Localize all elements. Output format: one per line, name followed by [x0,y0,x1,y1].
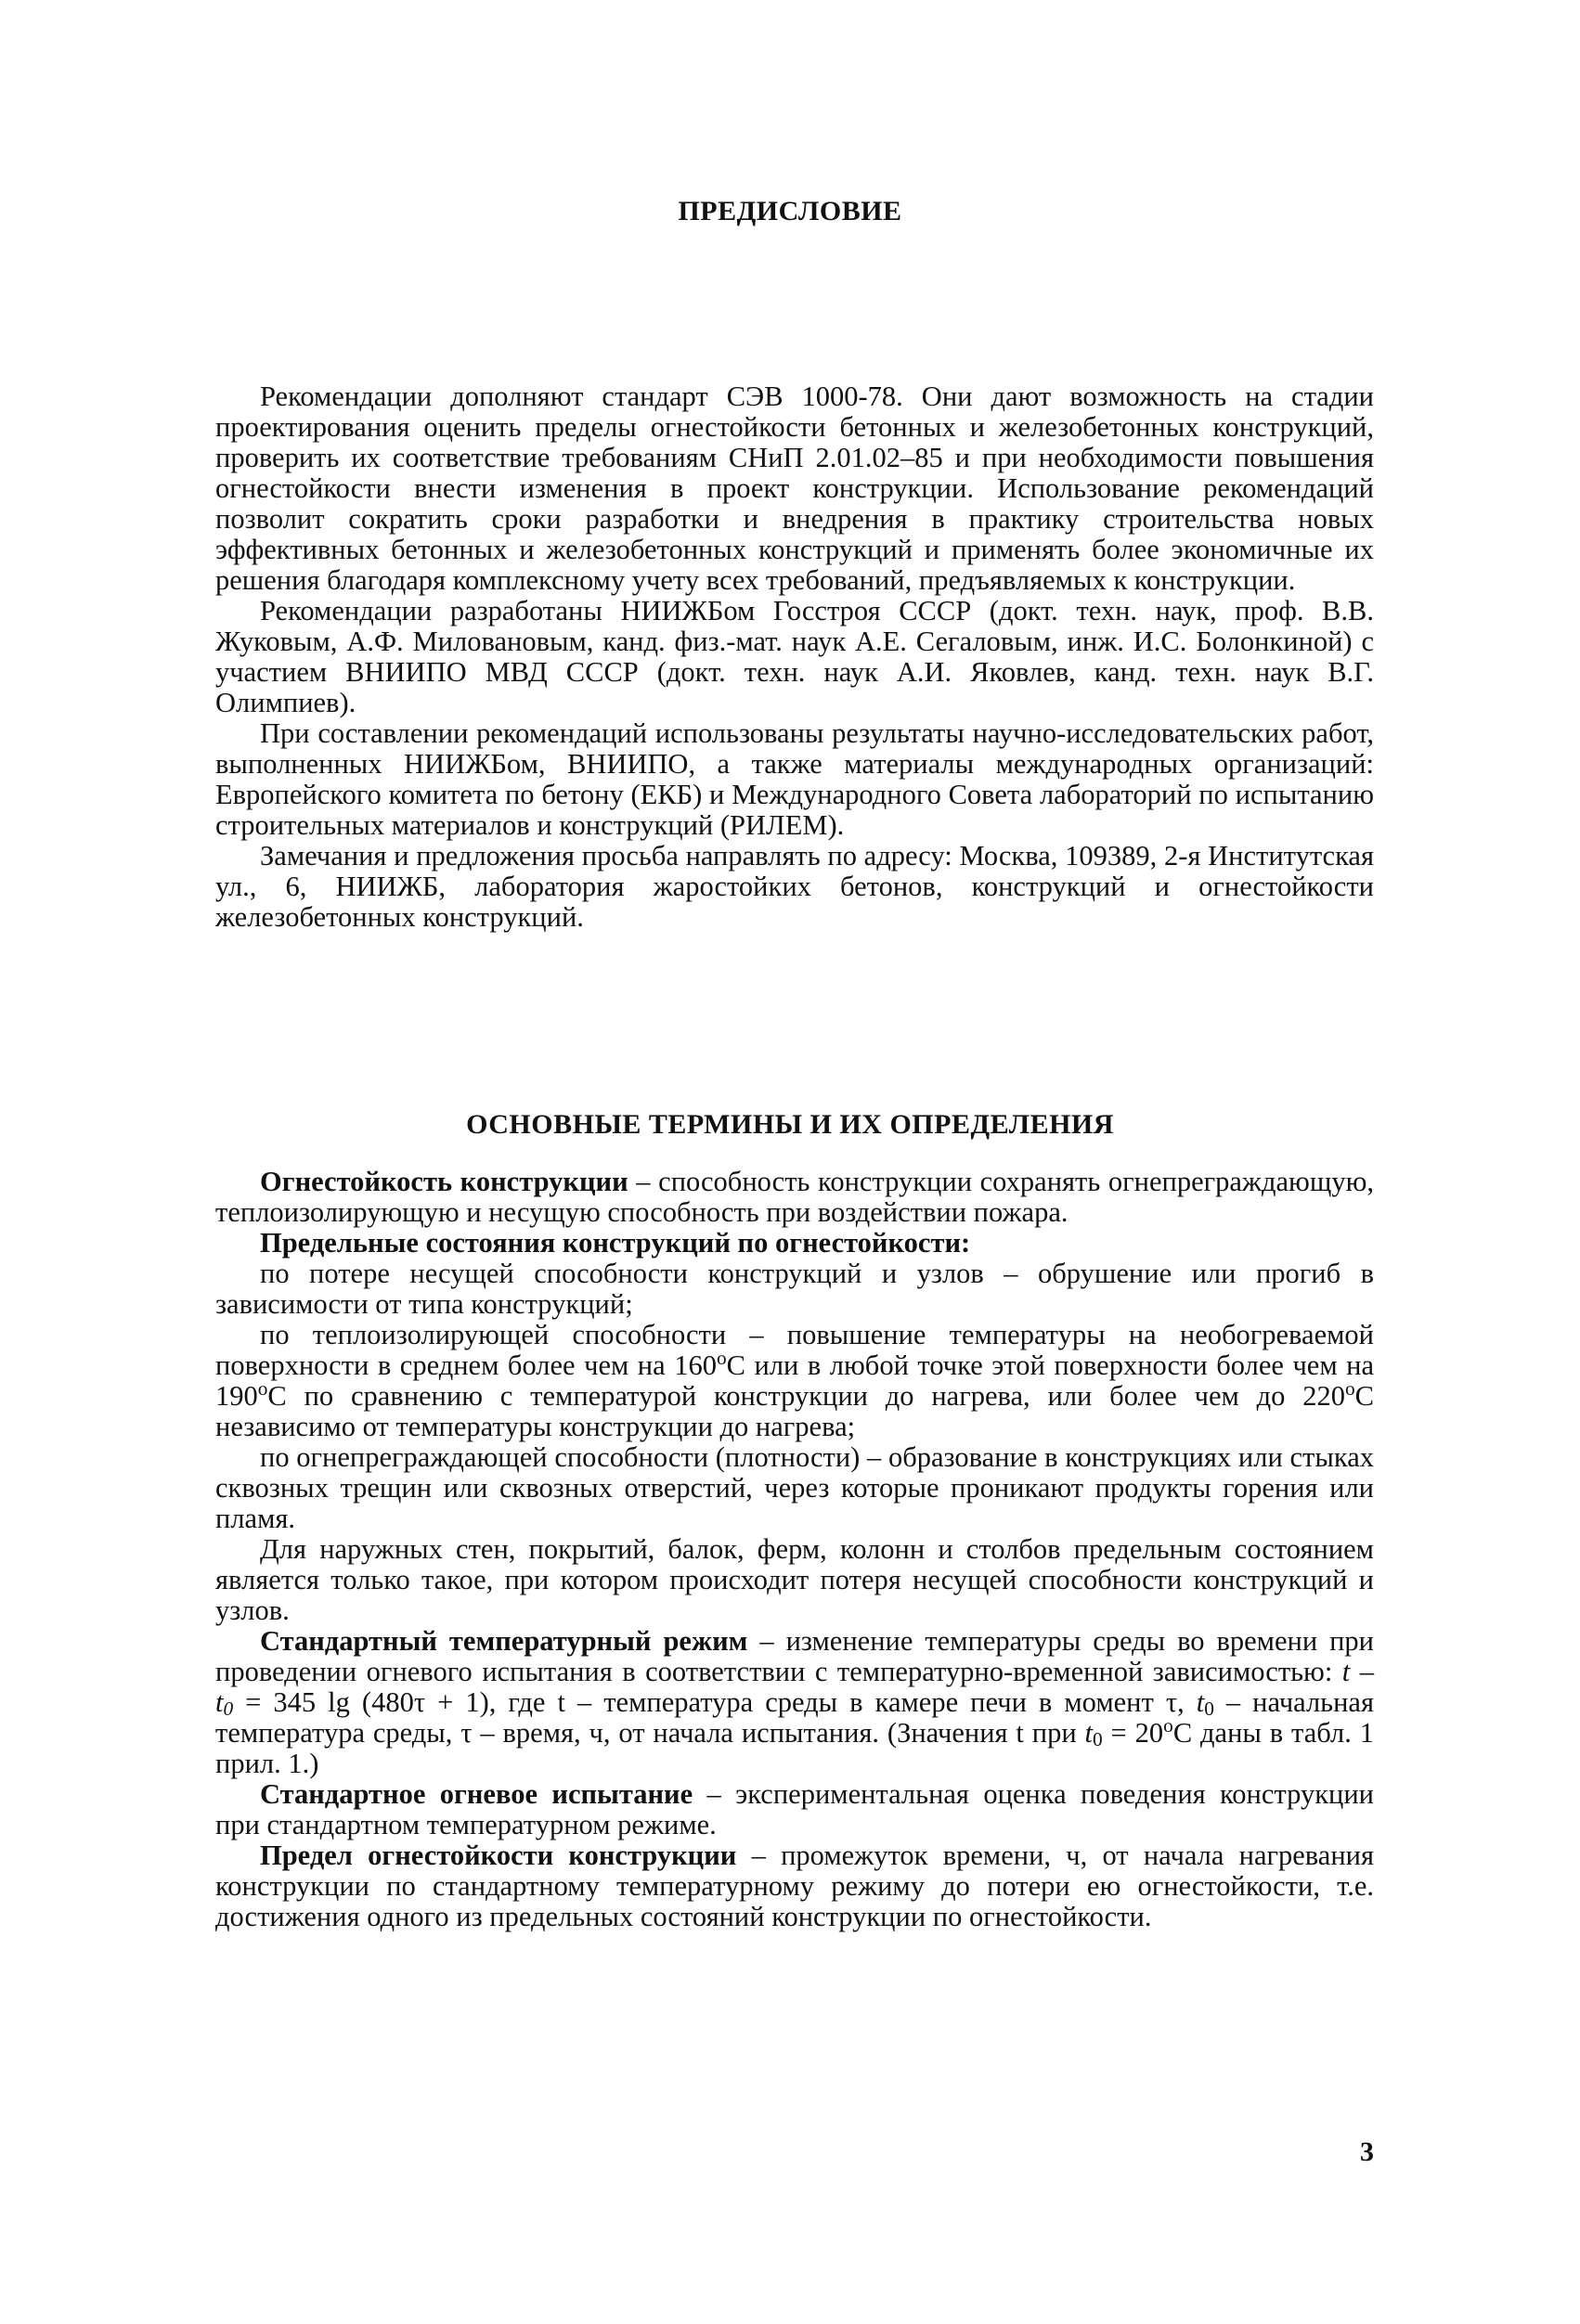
page-number: 3 [1360,2137,1374,2167]
terms-title: ОСНОВНЫЕ ТЕРМИНЫ И ИХ ОПРЕДЕЛЕНИЯ [466,1109,1114,1140]
preface-body [215,381,1374,933]
limit-state-insulation: по теплоизолирующей способности – повышение температуры на необогреваемой поверхности в среднем более чем на $160^оC$ или в любой точке этой поверхности более чем на $190^оC$ по сравнению с температурой конструкции до нагрева, или более чем до $220^оC$ независимо от температуры конструкции до нагрева; [215,1319,1374,1442]
term-standard-test-label: Стандартное огневое испытание [260,1778,693,1810]
term-fire-limit: Предел огнестойкости конструкции – промежуток времени, ч, от начала нагревания конструкции по стандартному температурному режиму до потери ею огнестойкости, т.е. достижения одного из предельных состояний конструкции по огнестойкости. [215,1840,1374,1932]
term-limit-states-label: Предельные состояния конструкций по огнестойкости: [260,1227,971,1259]
limit-state-note: Для наружных стен, покрытий, балок, ферм, колонн и столбов предельным состоянием является только такое, при котором происходит потеря несущей способности конструкций и узлов. [215,1533,1374,1626]
term-fire-resistance-definition: – способность конструкции сохранять огнепреграждающую, теплоизолирующую и несущую способность при воздействии пожара. [215,1166,1374,1228]
term-fire-resistance-label: Огнестойкость конструкции [260,1166,628,1197]
term-limit-states [215,1228,1374,1259]
preface-title: ПРЕДИСЛОВИЕ [678,196,902,226]
term-fire-resistance [215,1167,1374,1228]
preface-paragraph-4: Замечания и предложения просьба направлять по адресу: Москва, 109389, 2-я Институтская ул., 6, НИИЖБ, лаборатория жаростойких бетонов, конструкций и огнестойкости железобетонных конструкций. [215,840,1374,933]
term-standard-regime: Стандартный температурный режим – изменение температуры среды во времени при проведении огневого испытания в соответствии с температурно-временной зависимостью: $t - t_0 = 345$ lg (480τ + 1), где t – температура среды в камере печи в момент τ, $t_0$ – начальная температура среды, τ – время, ч, от начала испытания. (Значения t при $t_0 = 20^оC$ даны в табл. 1 прил. 1.) [215,1625,1374,1779]
preface-paragraph-2: Рекомендации разработаны НИИЖБом Госстроя СССР (докт. техн. наук, проф. В.В. Жуковым, А.Ф. Миловановым, канд. физ.-мат. наук А.Е. Сегаловым, инж. И.С. Болонкиной) с участием ВНИИПО МВД СССР (докт. техн. наук А.И. Яковлев, канд. техн. наук В.Г. Олимпиев). [215,595,1374,718]
term-fire-limit-label: Предел огнестойкости конструкции [260,1840,737,1871]
preface-paragraph-1: Рекомендации дополняют стандарт СЭВ 1000-78. Они дают возможность на стадии проектирования оценить пределы огнестойкости бетонных и железобетонных конструкций, проверить их соответствие требованиям СНиП 2.01.02–85 и при необходимости повышения огнестойкости внести изменения в проект конструкции. Использование рекомендаций позволит сократить сроки разработки и внедрения в практику строительства новых эффективных бетонных и железобетонных конструкций и применять более экономичные их решения благодаря комплексному учету всех требований, предъявляемых к конструкции. [215,381,1374,596]
terms-body [215,1167,1374,1932]
term-standard-regime-label: Стандартный температурный режим [260,1625,748,1657]
term-standard-test: Стандартное огневое испытание – экспериментальная оценка поведения конструкции при стандартном температурном режиме. [215,1778,1374,1840]
preface-paragraph-3: При составлении рекомендаций использованы результаты научно-исследовательских работ, выполненных НИИЖБом, ВНИИПО, а также материалы международных организаций: Европейского комитета по бетону (ЕКБ) и Международного Совета лабораторий по испытанию строительных материалов и конструкций (РИЛЕМ). [215,717,1374,841]
limit-state-bearing: по потере несущей способности конструкций и узлов – обрушение или прогиб в зависимости от типа конструкций; [215,1258,1374,1320]
limit-state-integrity: по огнепреграждающей способности (плотности) – образование в конструкциях или стыках сквозных трещин или сквозных отверстий, через которые проникают продукты горения или пламя. [215,1441,1374,1534]
temperature-formula: t – $t_0$ [215,1656,1374,1720]
